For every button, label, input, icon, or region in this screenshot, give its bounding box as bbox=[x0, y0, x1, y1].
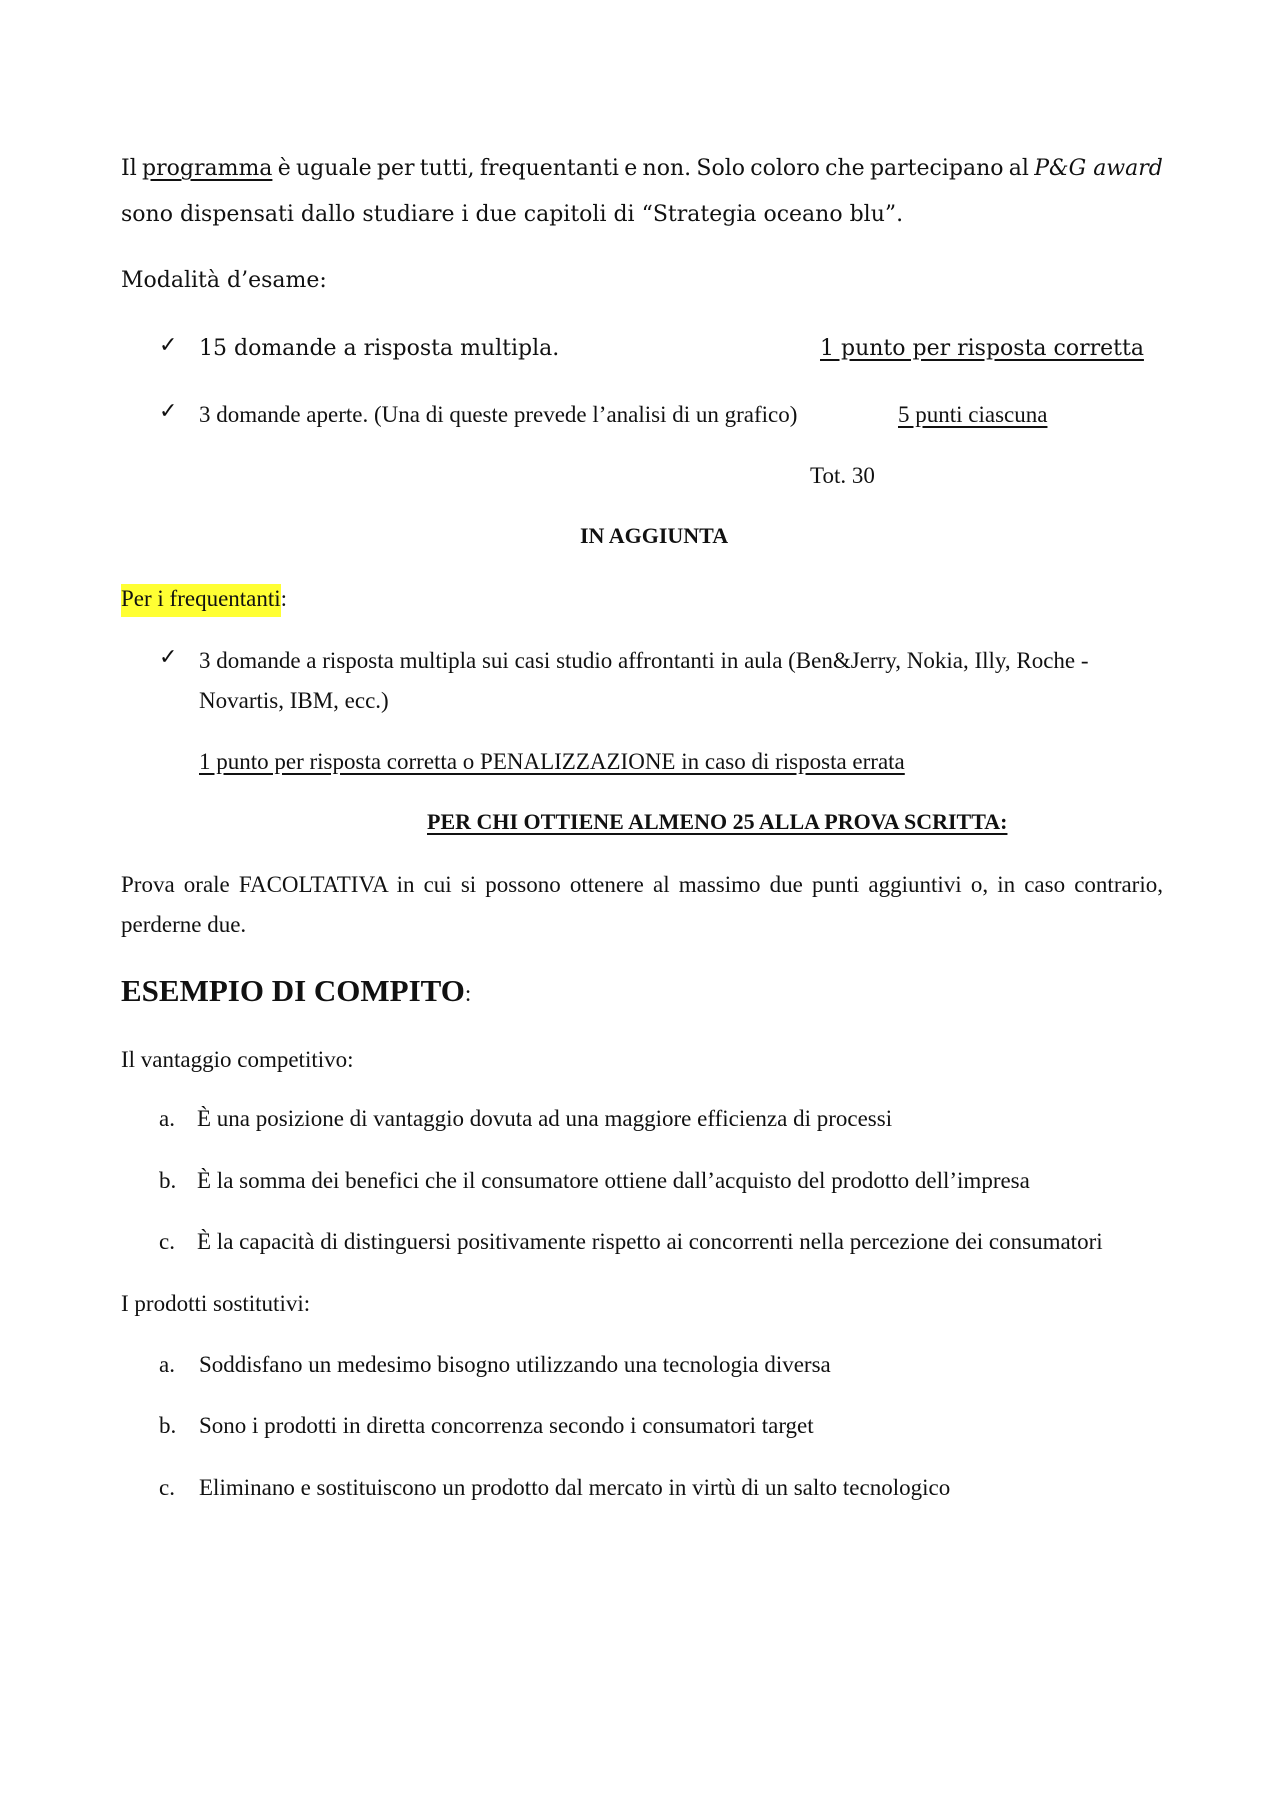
option-letter: a. bbox=[159, 1106, 175, 1131]
frequentanti-label: Per i frequentanti: bbox=[121, 584, 287, 614]
exam-label: Modalità d’esame: bbox=[121, 268, 327, 293]
intro-word: coloro bbox=[750, 156, 820, 181]
intro-word: partecipano bbox=[869, 156, 1004, 181]
intro-word: è bbox=[277, 156, 291, 181]
intro-word: tutti, bbox=[419, 156, 475, 181]
check-icon: ✓ bbox=[159, 333, 178, 358]
option-text: Sono i prodotti in diretta concorrenza secondo i consumatori target bbox=[199, 1413, 814, 1438]
orale-line-1: Prova orale FACOLTATIVA in cui si possono ottenere al massimo due punti aggiuntivi o, in caso contrario, bbox=[121, 872, 1163, 897]
intro-word: non. bbox=[642, 156, 692, 181]
intro-word: e bbox=[624, 156, 638, 181]
exam-item-score: 5 punti ciascuna bbox=[898, 402, 1048, 427]
programma-link: programma bbox=[142, 156, 273, 181]
question-stem: I prodotti sostitutivi: bbox=[121, 1291, 311, 1316]
check-icon: ✓ bbox=[159, 645, 178, 670]
intro-line-2: sono dispensati dallo studiare i due capitoli di “Strategia oceano blu”. bbox=[121, 202, 904, 227]
pg-award: P&G award bbox=[1034, 156, 1163, 181]
check-icon: ✓ bbox=[159, 399, 178, 424]
in-aggiunta-heading: IN AGGIUNTA bbox=[580, 523, 729, 548]
intro-word: che bbox=[825, 156, 865, 181]
frequentanti-item-line-1: 3 domande a risposta multipla sui casi studio affrontanti in aula (Ben&Jerry, Nokia, Illy, Roche - bbox=[199, 648, 1089, 673]
question-stem: Il vantaggio competitivo: bbox=[121, 1047, 354, 1072]
option-text: È la somma dei benefici che il consumatore ottiene dall’acquisto del prodotto dell’impresa bbox=[197, 1168, 1030, 1193]
orale-line-2: perderne due. bbox=[121, 912, 247, 937]
exam-item-text: 3 domande aperte. (Una di queste prevede l’analisi di un grafico) bbox=[199, 402, 798, 427]
option-letter: c. bbox=[159, 1229, 175, 1254]
option-text: Eliminano e sostituiscono un prodotto dal mercato in virtù di un salto tecnologico bbox=[199, 1475, 951, 1500]
intro-line-1 bbox=[121, 154, 1163, 184]
option-text: Soddisfano un medesimo bisogno utilizzando una tecnologia diversa bbox=[199, 1352, 831, 1377]
orale-heading: PER CHI OTTIENE ALMENO 25 ALLA PROVA SCRITTA: bbox=[427, 809, 1008, 834]
exam-item-score: 1 punto per risposta corretta bbox=[820, 336, 1144, 361]
intro-word: uguale bbox=[296, 156, 372, 181]
option-text: È la capacità di distinguersi positivamente rispetto ai concorrenti nella percezione dei consumatori bbox=[197, 1229, 1103, 1254]
exam-item-text: 15 domande a risposta multipla. bbox=[199, 336, 560, 361]
option-text: È una posizione di vantaggio dovuta ad una maggiore efficienza di processi bbox=[197, 1106, 893, 1131]
intro-word: frequentanti bbox=[479, 156, 619, 181]
intro-word: per bbox=[376, 156, 415, 181]
option-letter: c. bbox=[159, 1475, 175, 1500]
option-letter: b. bbox=[159, 1413, 177, 1438]
esempio-heading: ESEMPIO DI COMPITO: bbox=[121, 973, 472, 1008]
frequentanti-item-line-2: Novartis, IBM, ecc.) bbox=[199, 688, 389, 713]
intro-word: Solo bbox=[696, 156, 745, 181]
exam-total: Tot. 30 bbox=[810, 463, 875, 488]
intro-word: al bbox=[1008, 156, 1029, 181]
penalty-note: 1 punto per risposta corretta o PENALIZZAZIONE in caso di risposta errata bbox=[199, 749, 905, 774]
highlighted-label: Per i frequentanti bbox=[121, 584, 281, 617]
intro-word: Il bbox=[121, 156, 137, 181]
option-letter: a. bbox=[159, 1352, 175, 1377]
option-letter: b. bbox=[159, 1168, 177, 1193]
